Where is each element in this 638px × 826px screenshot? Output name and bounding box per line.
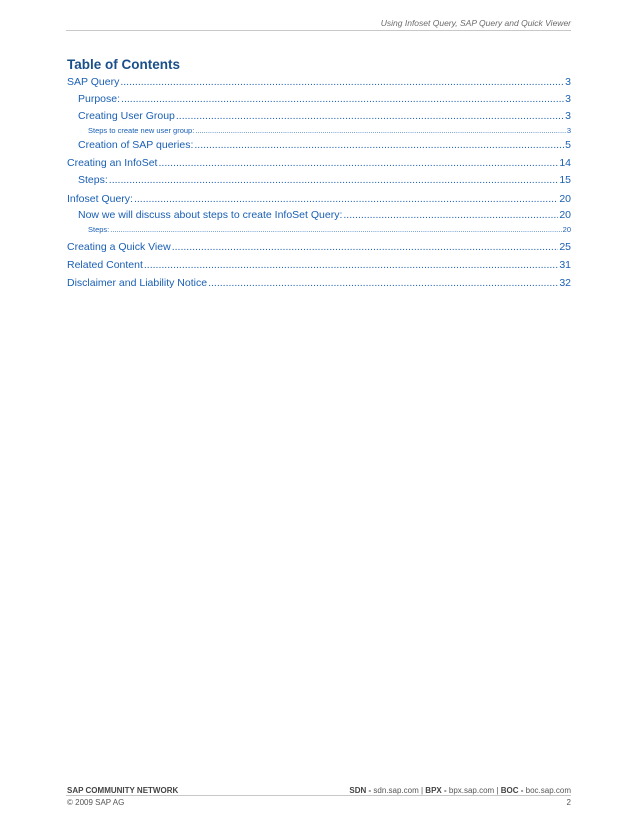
footer-sdn-link[interactable]: sdn.sap.com | [371,786,426,795]
toc-entry-page: 14 [559,157,571,169]
footer-network-name: SAP COMMUNITY NETWORK [67,786,179,795]
toc-entry-page: 32 [559,277,571,289]
toc-entry-label: Creating a Quick View [67,241,171,253]
footer-boc-label: BOC - [500,786,524,795]
toc-entry-page: 20 [559,209,571,221]
toc-entry-label: Related Content [67,259,143,271]
toc-entry-purpose[interactable] [67,93,571,105]
toc-entry-related-content[interactable] [67,259,571,271]
header-divider [66,30,571,31]
toc-entry-page: 3 [565,76,571,88]
toc-entry-page: 31 [559,259,571,271]
footer-page-number: 2 [566,798,571,807]
footer-divider [66,795,571,796]
toc-entry-creating-quick-view[interactable] [67,241,571,253]
toc-entry-page: 20 [562,225,571,234]
toc-entry-label: Now we will discuss about steps to create InfoSet Query: [78,209,343,221]
toc-leader-dots [158,157,558,169]
toc-leader-dots [109,174,559,186]
toc-leader-dots [121,93,564,105]
footer-boc-link[interactable]: boc.sap.com [523,786,571,795]
toc-entry-label: Purpose: [78,93,121,105]
toc-entry-steps-sub[interactable] [67,225,571,234]
toc-entry-label: Creating an InfoSet [67,157,158,169]
toc-entry-label: Creating User Group [78,110,175,122]
footer-site-links [349,786,571,795]
footer-bpx-link[interactable]: bpx.sap.com | [446,786,501,795]
toc-entry-steps[interactable] [67,174,571,186]
toc-entry-infoset-query[interactable] [67,193,571,205]
toc-entry-page: 3 [565,93,571,105]
toc-entry-label: Creation of SAP queries: [78,139,194,151]
toc-leader-dots [194,139,564,151]
toc-leader-dots [110,225,561,234]
toc-entry-page: 5 [565,139,571,151]
toc-leader-dots [144,259,558,271]
toc-leader-dots [195,126,566,135]
toc-entry-label: Disclaimer and Liability Notice [67,277,208,289]
toc-entry-sap-query[interactable] [67,76,571,88]
toc-entry-label: Steps to create new user group: [88,126,195,135]
toc-entry-creating-infoset[interactable] [67,157,571,169]
toc-title: Table of Contents [67,57,180,72]
toc-entry-page: 3 [565,110,571,122]
toc-entry-steps-infoset-query[interactable] [67,209,571,221]
toc-entry-creating-user-group[interactable] [67,110,571,122]
running-header: Using Infoset Query, SAP Query and Quick Viewer [380,18,571,28]
toc-entry-label: SAP Query [67,76,120,88]
toc-leader-dots [172,241,559,253]
toc-entry-disclaimer[interactable] [67,277,571,289]
toc-entry-page: 15 [559,174,571,186]
toc-leader-dots [134,193,558,205]
toc-entry-label: Steps: [88,225,110,234]
footer-sdn-label: SDN - [349,786,372,795]
toc-leader-dots [120,76,564,88]
toc-entry-page: 20 [559,193,571,205]
footer-bpx-label: BPX - [425,786,447,795]
toc-leader-dots [343,209,558,221]
toc-entry-creation-sap-queries[interactable] [67,139,571,151]
toc-leader-dots [176,110,564,122]
toc-leader-dots [208,277,558,289]
footer-copyright: © 2009 SAP AG [67,798,125,807]
toc-entry-label: Steps: [78,174,108,186]
toc-entry-steps-user-group[interactable] [67,126,571,135]
toc-entry-page: 3 [566,126,571,135]
toc-entry-label: Infoset Query: [67,193,133,205]
toc-entry-page: 25 [559,241,571,253]
